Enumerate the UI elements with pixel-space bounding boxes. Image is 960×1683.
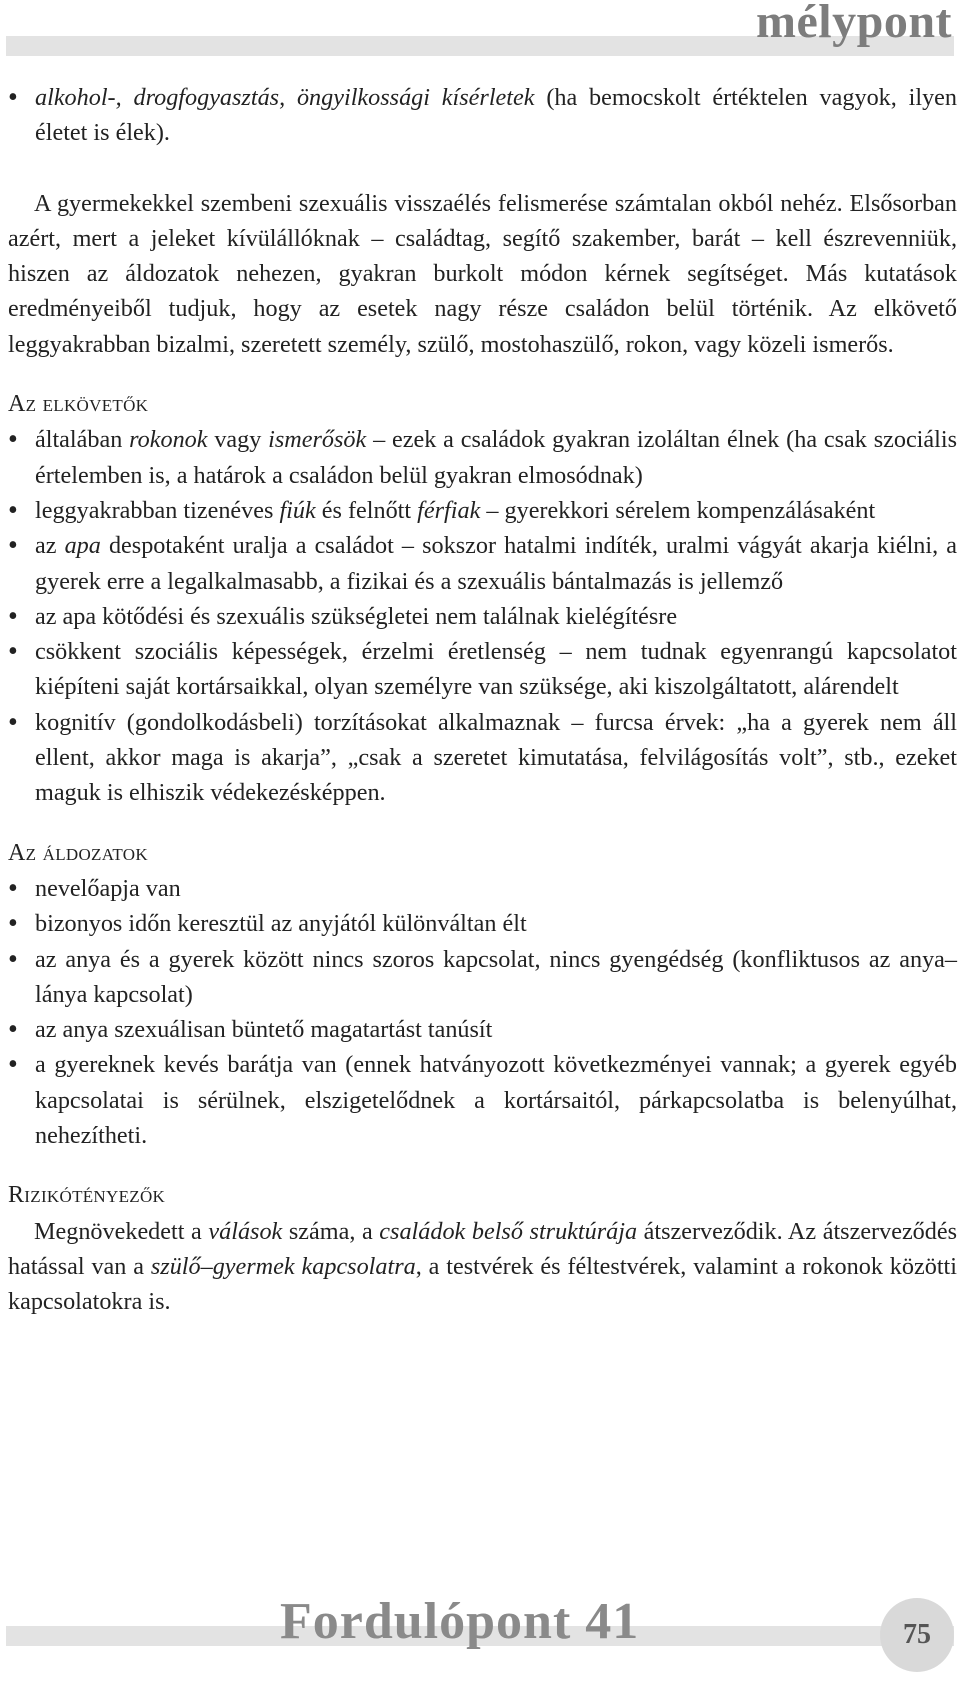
text: (ha bemocskolt értéktelen vagyok, ilyen életet is élek).	[35, 84, 958, 147]
page-footer	[0, 1593, 960, 1683]
magazine-title: Fordulópont 41	[280, 1593, 640, 1650]
page-number-badge: 75	[880, 1598, 954, 1672]
list-item: • az apa despotaként uralja a családot – sokszor hatalmi indíték, uralmi vágyát akarja kiélni, a gyerek erre a legalkalmasabb, a fizikai és a szexuális bántalmazás is jellemző	[8, 528, 957, 599]
section-heading-risk-factors: Rizikótényezők	[8, 1182, 166, 1209]
article-body	[8, 80, 957, 1320]
list-item: • az anya és a gyerek között nincs szoros kapcsolat, nincs gyengédség (konfliktusos az anya–lánya kapcsolat)	[8, 942, 957, 1013]
victims-list	[8, 871, 957, 1153]
perpetrators-list	[8, 422, 957, 810]
list-item: • nevelőapja van	[8, 871, 957, 906]
list-item: • a gyereknek kevés barátja van (ennek hatványozott következményei vannak; a gyerek egyéb kapcsolatai is sérülnek, elszigetelődnek a kortársaitól, párkapcsolatba is belenyúlhat, nehezítheti.	[8, 1047, 957, 1153]
paragraph: A gyermekekkel szembeni szexuális visszaélés felismerése számtalan okból nehéz. Elsősorban azért, mert a jeleket kívülállóknak – családtag, segítő szakember, barát – kell észrevenniük, hiszen az áldozatok nehezen, gyakran burkolt módon kérnek segítséget. Más kutatások eredményeiből tudjuk, hogy az esetek nagy része családon belül történik. Az elkövető leggyakrabban bizalmi, szeretett személy, szülő, mostohaszülő, rokon, vagy közeli ismerős.	[8, 189, 957, 358]
list-item: • általában rokonok vagy ismerősök – ezek a családok gyakran izoláltan élnek (ha csak szociális értelemben is, a határok a családon belül gyakran elmosódnak)	[8, 422, 957, 493]
section-heading-perpetrators: Az elkövetők	[8, 391, 149, 418]
page-header	[0, 0, 960, 62]
list-item: • csökkent szociális képességek, érzelmi éretlenség – nem tudnak egyenrangú kapcsolatot kiépíteni saját kortársaikkal, olyan személyre van szüksége, aki kiszolgáltatott, alárendelt	[8, 634, 957, 705]
emphasis: alkohol-, drogfogyasztás, öngyilkossági kísérletek	[35, 84, 535, 111]
paragraph: Megnövekedett a válások száma, a családok belső struktúrája átszerveződik. Az átszerveződés hatással van a szülő–gyermek kapcsolatra, a testvérek és féltestvérek, valamint a rokonok közötti kapcsolatokra is.	[8, 1217, 958, 1316]
list-item: • az apa kötődési és szexuális szükségletei nem találnak kielégítésre	[8, 599, 957, 634]
intro-list	[8, 80, 957, 151]
list-item	[8, 80, 957, 151]
list-item: • kognitív (gondolkodásbeli) torzításokat alkalmaznak – furcsa érvek: „ha a gyerek nem áll ellent, akkor maga is akarja”, „csak a szeretet kimutatása, felvilágosítás volt”, stb., ezeket maguk is elhiszik védekezésképpen.	[8, 705, 957, 811]
section-heading-victims: Az áldozatok	[8, 839, 148, 866]
section-brand-title: mélypont	[756, 0, 952, 48]
list-item: • bizonyos időn keresztül az anyjától különváltan élt	[8, 906, 957, 941]
list-item: • leggyakrabban tizenéves fiúk és felnőtt férfiak – gyerekkori sérelem kompenzálásaként	[8, 493, 957, 528]
list-item: • az anya szexuálisan büntető magatartást tanúsít	[8, 1012, 957, 1047]
